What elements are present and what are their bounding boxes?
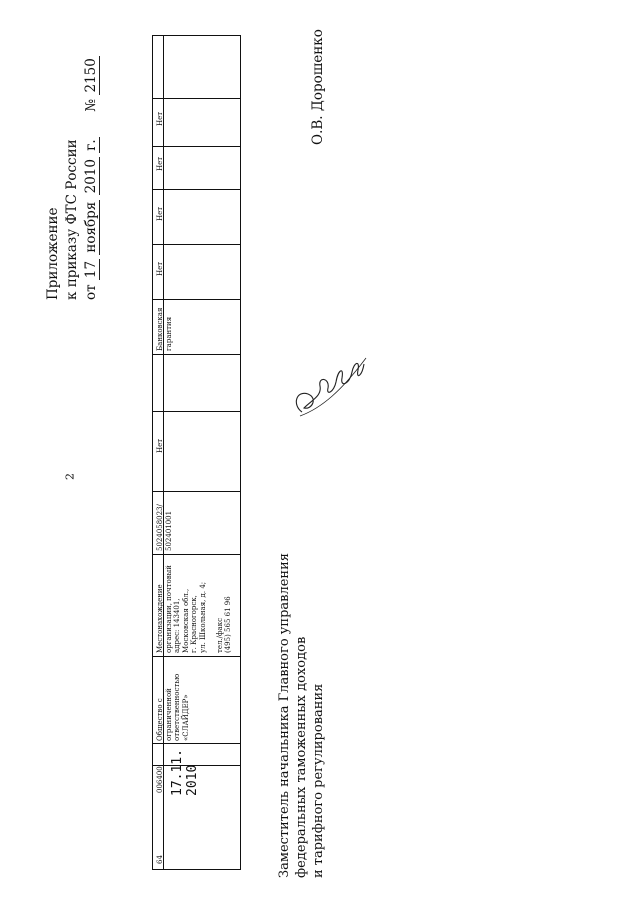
date-line-1: 17.11. — [170, 749, 185, 796]
cell-col11: Нет — [156, 206, 164, 221]
table-row-divider — [153, 411, 240, 412]
guarantee-line: Банковская — [156, 307, 164, 351]
org-line: «СЛАЙДЕР» — [181, 694, 190, 741]
table-row-divider — [153, 656, 240, 657]
table-row-divider — [153, 146, 240, 147]
address-line — [207, 565, 216, 653]
cell-inn-kpp — [156, 504, 173, 551]
cell-address — [156, 565, 233, 653]
table-row-divider — [153, 299, 240, 300]
date-prefix: от — [83, 284, 99, 300]
registry-table — [152, 35, 241, 870]
appendix-header — [44, 0, 116, 300]
table-row-divider — [153, 98, 240, 99]
table-row-divider — [153, 491, 240, 492]
year-suffix: г. — [83, 139, 99, 151]
position-line: федеральных таможенных доходов — [294, 636, 309, 878]
order-month: ноября — [83, 201, 99, 253]
address-line: адрес: 143401, — [173, 598, 181, 653]
address-line: Местонахождение — [156, 584, 164, 653]
table-row-divider — [153, 189, 240, 190]
cell-organization — [156, 674, 190, 741]
org-line: ограниченной — [164, 688, 173, 741]
order-number: 2150 — [83, 58, 99, 93]
address-line: г. Красногорск, — [190, 595, 198, 653]
address-line: организации, почтовый — [164, 565, 173, 653]
page-number: 2 — [63, 473, 77, 480]
order-day: 17 — [83, 260, 99, 279]
table-row-divider — [153, 244, 240, 245]
table-row-divider — [153, 354, 240, 355]
position-line: и тарифного регулирования — [311, 683, 326, 878]
address-line: Московская обл., — [181, 588, 190, 653]
cell-col10: Нет — [156, 261, 164, 276]
guarantee-line: гарантия — [164, 316, 173, 351]
order-date-line — [82, 0, 101, 300]
number-label: № — [83, 98, 99, 112]
cell-guarantee — [156, 308, 173, 351]
date-line-2: 2010 — [185, 764, 200, 796]
cell-row-number: 64 — [156, 855, 164, 864]
inn-line: 5024058023/ — [156, 504, 164, 551]
address-line: ул. Школьная, д. 4; — [198, 581, 207, 653]
order-year: 2010 — [83, 159, 99, 194]
org-line: Общество с — [156, 698, 164, 741]
table-row-divider — [153, 743, 240, 744]
signer-name: О.В. Дорошенко — [310, 29, 326, 145]
cell-col12: Нет — [156, 156, 164, 171]
org-line: ответственностью — [173, 673, 181, 741]
address-line: тел./факс — [215, 618, 224, 653]
cell-registry-code: 006400 — [156, 766, 164, 793]
cell-col13: Нет — [156, 111, 164, 126]
inn-line: 502401001 — [164, 510, 173, 551]
handwritten-signature — [282, 350, 372, 420]
appendix-title: Приложение — [45, 207, 61, 300]
position-line: Заместитель начальника Главного управления — [277, 553, 292, 878]
address-line: (495) 565 61 96 — [224, 596, 232, 653]
table-row-divider — [153, 554, 240, 555]
cell-col7: Нет — [156, 438, 164, 453]
order-reference: к приказу ФТС России — [64, 139, 80, 300]
cell-date — [170, 749, 200, 796]
signer-position — [276, 553, 338, 878]
